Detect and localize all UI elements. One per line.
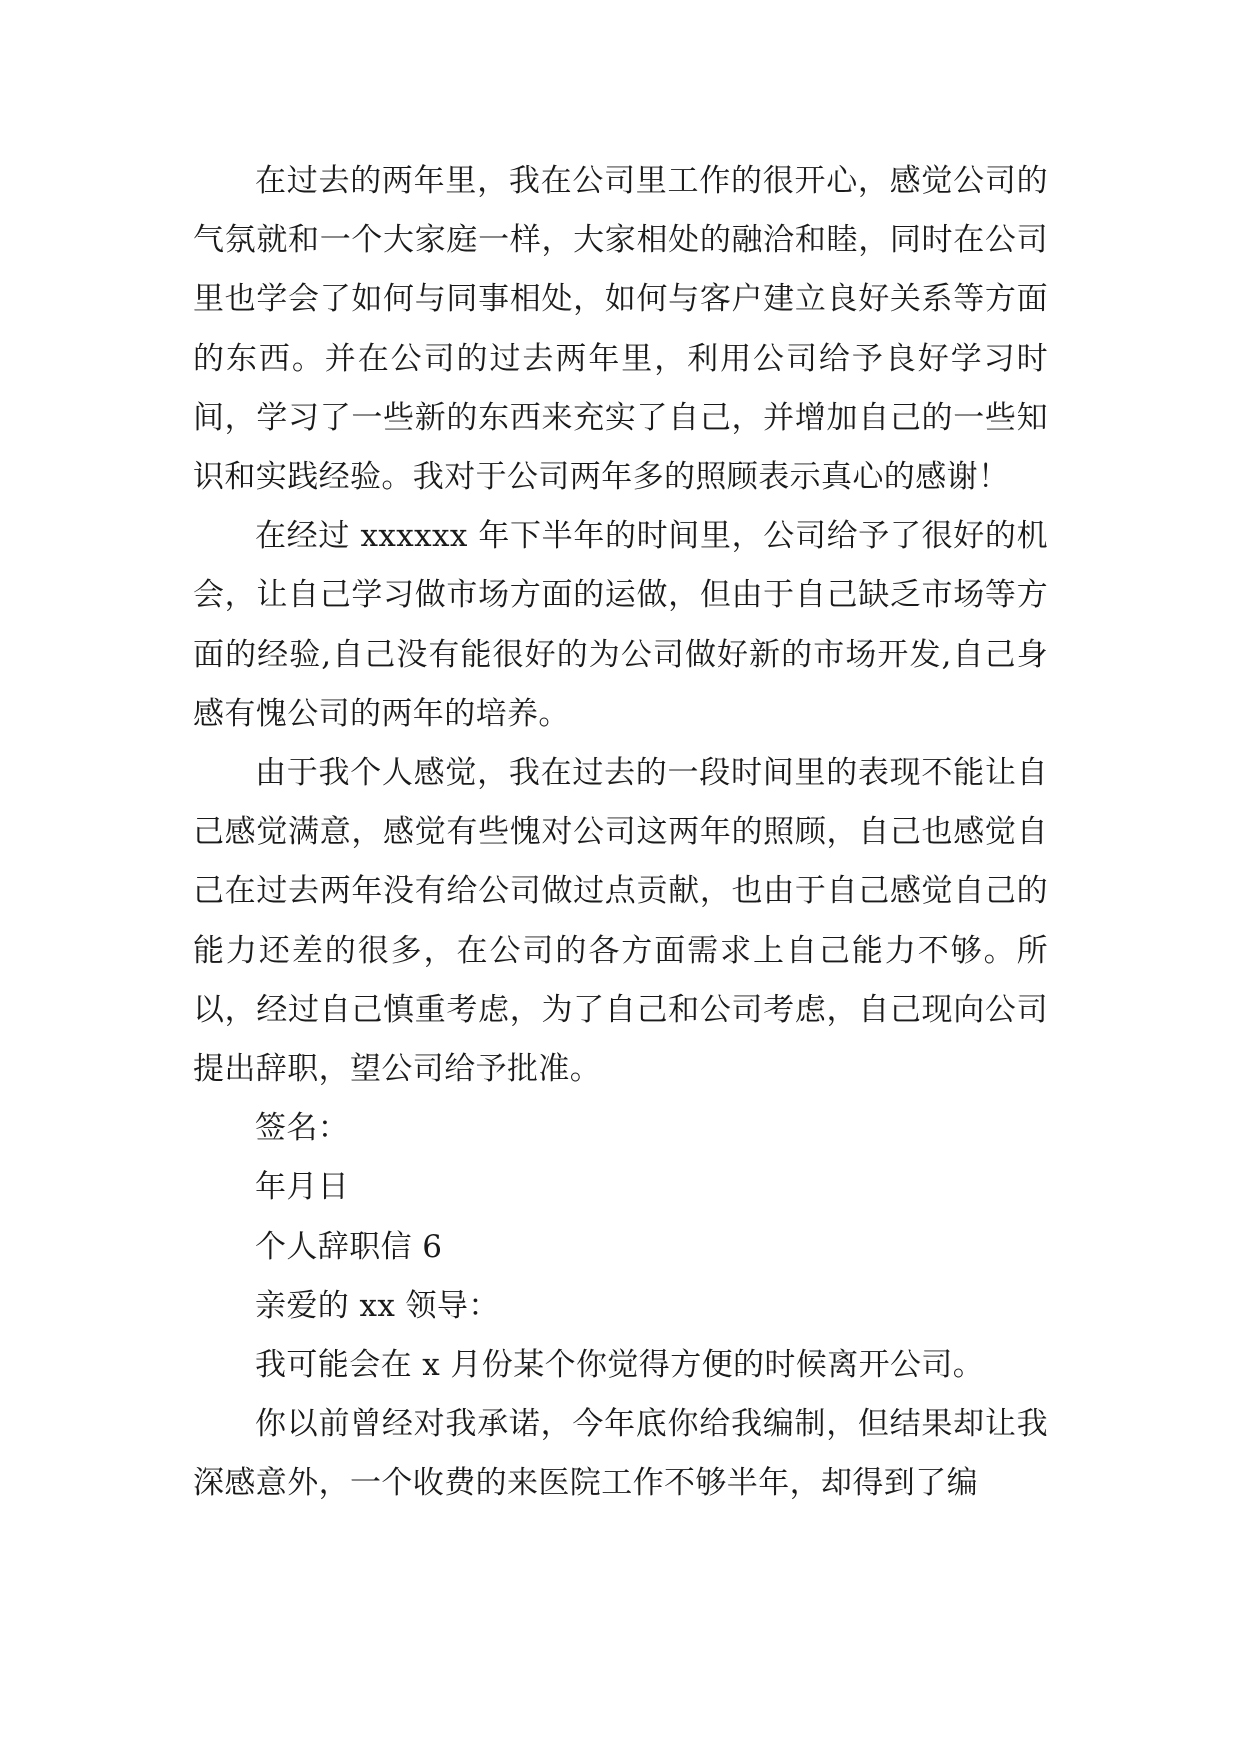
paragraph-promise: 你以前曾经对我承诺，今年底你给我编制，但结果却让我深感意外，一个收费的来医院工作不够半年，却得到了编 (193, 1406, 1048, 1502)
paragraph-resignation-reason: 由于我个人感觉，我在过去的一段时间里的表现不能让自己感觉满意，感觉有些愧对公司这两年的照顾，自己也感觉自己在过去两年没有给公司做过点贡献，也由于自己感觉自己的能力还差的很多，在公司的各方面需求上自己能力不够。所以，经过自己慎重考虑，为了自己和公司考虑，自己现向公司提出辞职，望公司给予批准。 (193, 755, 1048, 1088)
document-body (193, 152, 1048, 1514)
signature-label: 签名： (255, 1110, 350, 1147)
date-label: 年月日 (255, 1169, 350, 1206)
salutation: 亲爱的 xx 领导： (255, 1287, 500, 1324)
paragraph-gratitude: 在过去的两年里，我在公司里工作的很开心，感觉公司的气氛就和一个大家庭一样，大家相处的融洽和睦，同时在公司里也学会了如何与同事相处，如何与客户建立良好关系等方面的东西。并在公司的过去两年里，利用公司给予良好学习时间，学习了一些新的东西来充实了自己，并增加自己的一些知识和实践经验。我对于公司两年多的照顾表示真心的感谢！ (193, 163, 1048, 496)
paragraph-market-experience: 在经过 xxxxxx 年下半年的时间里，公司给予了很好的机会，让自己学习做市场方面的运做，但由于自己缺乏市场等方面的经验,自己没有能很好的为公司做好新的市场开发,自己身感有愧公司的两年的培养。 (193, 518, 1048, 732)
paragraph-leave-date: 我可能会在 x 月份某个你觉得方便的时候离开公司。 (255, 1347, 985, 1384)
section-title: 个人辞职信 6 (255, 1228, 443, 1265)
